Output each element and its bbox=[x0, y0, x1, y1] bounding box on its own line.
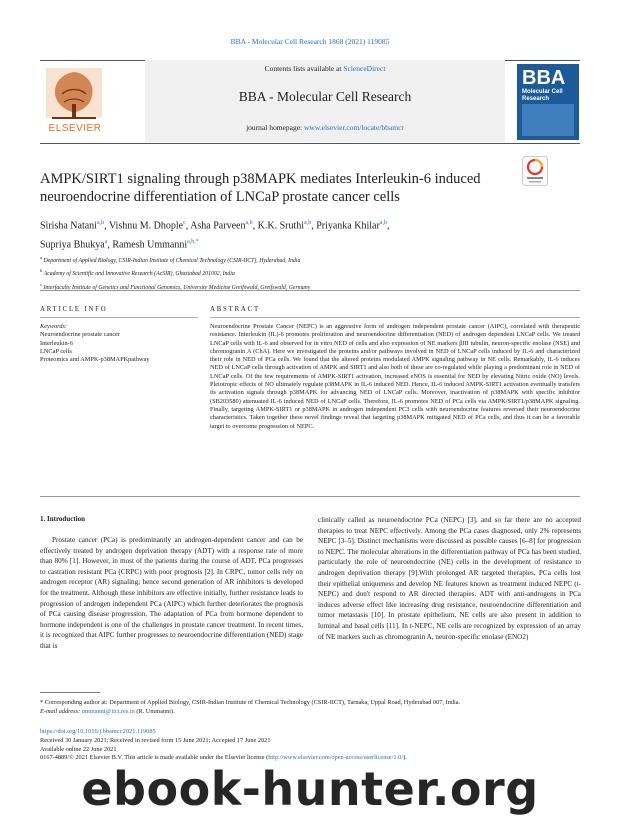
author-name[interactable]: K.K. Sruthi bbox=[257, 220, 305, 232]
cover-title: BBA bbox=[522, 67, 566, 89]
abstract-text: Neuroendocrine Prostate Cancer (NEPC) is an aggressive form of androgen independent prostate cancer (AIPC), correlated with therapeutic resistance. Interleukin (IL)-6 promotes proliferation and neuroendocrine differentiation (NED) of androgen dependent LNCaP cells. We treated LNCaP cells with IL-6 and observed for in vitro NED of cells and also expression of NE markers βIII tubulin, neuron-specific enolase (NSE) and chromogranin A (ChA). Here we investigated the proteins and/or pathways involved in NED of LNCaP cells induced by IL-6 and characterized their role in NED of PCa cells. We found that the altered proteins modulated AMPK signaling pathway in NE cells. Remarkably, IL-6 induces NED of LNCaP cells through activation of AMPK and SIRT1 and also both of these are co-regulated while playing a predominant role in NED of LNCaP cells. Of the few requirements of AMPK-SIRT1 activation, increased eNOS is essential for NED by elevating Nitric oxide (NO) levels. Pleiotropic effects of NO ultimately regulate p38MAPK in IL-6 induced NED. Hence, IL-6 induced AMPK-SIRT1 activation eventually transfers its activation signals through p38MAPK for advancing NED of LNCaP cells. Moreover, inactivation of p38MAPK with specific inhibitor (SB203580) attenuated IL-6 induced NED of LNCaP cells. Therefore, IL-6 promotes NED of PCa cells via AMPK/SIRT1/p38MAPK signaling. Finally, targeting AMPK-SIRT1 or p38MAPK in androgen independent PC3 cells with neuroendocrine features reversed their neuroendocrine characteristics. Taken together these novel findings reveal that targeting p38MAPK mitigated NED of PCa cells, and thus it can be a favorable target to overcome progression of NEPC. bbox=[210, 323, 580, 430]
body-text-column-2: clinically called as neuroendocrine PCa (NEPC) [3], and so far there are no accepted therapies to treat NEPC effectively. Among the PCa cases diagnosed, only 2% represents NEPC [3–5]. Distinct mechanisms were discussed as possible causes [6–8] for progression to NEPC. The molecular alterations in the differentiation pathway of PCa has been studied, particularly the role of neuroendocrine (NE) cells in the development of resistance to androgen deprivation therapy [9].With prolonged AR targeted therapies, PCa cells lost their epithelial uniqueness and develop NE features known as treatment induced NEPC (t-NEPC) and don't respond to AR directed therapies. ADT with anti-androgens in PCa induces adverse effect like increasing drug resistance, neuroendocrine differentiation and tumor metastasis [10]. In prostate epithelium, NE cells are also present in addition to luminal and basal cells [11]. In t-NEPC, NE cells are recognized by expression of an array of NE markers such as chromogranin A, neuron-specific enolase (ENO2) bbox=[318, 516, 581, 641]
received-dates: Received 30 January 2021; Received in revised form 15 June 2021; Accepted 17 June 2021 bbox=[40, 736, 271, 744]
journal-cover-image bbox=[517, 64, 579, 140]
divider bbox=[40, 290, 580, 291]
author-list: Sirisha Natani$^{a,b}$, Vishnu M. Dhople$^c$, Asha Parveen$^{a,b}$, K.K. Sruthi$^{a,b}$, Priyanka Khilar$^{a,b}$, Supriya Bhukya$^a$, Ramesh Ummanni$^{a,b,*}$ bbox=[40, 220, 390, 251]
keywords-label: Keywords: bbox=[40, 323, 68, 330]
doi-link[interactable]: https://doi.org/10.1016/j.bbamcr.2021.119085 bbox=[40, 728, 156, 735]
author-affil-sup[interactable]: a,b bbox=[96, 220, 105, 226]
author-affil-sup[interactable]: a,b bbox=[379, 220, 387, 226]
watermark-text: ebook-hunter.org bbox=[81, 762, 539, 816]
affiliation-list bbox=[40, 253, 580, 293]
abstract-heading: ABSTRACT bbox=[210, 306, 260, 313]
divider bbox=[210, 317, 580, 318]
journal-citation[interactable]: BBA - Molecular Cell Research 1868 (2021) 119085 bbox=[230, 37, 390, 46]
article-history bbox=[40, 728, 580, 763]
author-name[interactable]: Vishnu M. Dhople bbox=[108, 220, 184, 232]
affiliation-item: $^c$ Interfaculty Institute of Genetics and Functional Genomics, University Medicine Greifswald, Greifswald, Germany bbox=[40, 281, 311, 291]
journal-name: BBA - Molecular Cell Research bbox=[238, 89, 412, 104]
available-online: Available online 22 June 2021 bbox=[40, 745, 117, 753]
divider bbox=[40, 496, 580, 497]
keyword-item: Proteomics and AMPK-p38MAPKpathway bbox=[40, 356, 150, 364]
check-for-updates-icon[interactable] bbox=[522, 156, 548, 186]
email-suffix: (R. Ummanni). bbox=[134, 707, 175, 715]
keyword-item: Neuroendocrine prostate cancer bbox=[40, 331, 121, 339]
author-name[interactable]: Priyanka Khilar bbox=[316, 220, 380, 232]
contents-line bbox=[145, 64, 505, 73]
license-prefix: 0167-4889/© 2021 Elsevier B.V. This article is made available under the Elsevier license ( bbox=[40, 754, 269, 762]
email-label: E-mail address: bbox=[40, 707, 82, 715]
article-title: AMPK/SIRT1 signaling through p38MAPK mediates Interleukin-6 induced neuroendocrine differentiation of LNCaP prostate cancer cells bbox=[40, 171, 481, 205]
email-link[interactable]: ummanni@iict.res.in bbox=[81, 707, 135, 715]
keyword-item: LNCaP cells bbox=[40, 347, 72, 355]
cover-artwork bbox=[522, 104, 574, 136]
author-affil-sup[interactable]: a bbox=[104, 239, 108, 246]
keyword-item: Interleukin-6 bbox=[40, 339, 73, 347]
divider bbox=[40, 317, 198, 318]
corresponding-author-footnote bbox=[40, 699, 580, 716]
affiliation-item: $^a$ Department of Applied Biology, CSIR-Indian Institute of Chemical Technology (CSIR-IICT), Hyderabad, India bbox=[40, 255, 301, 264]
email-line bbox=[40, 708, 580, 717]
affiliation-item: $^b$ Academy of Scientific and Innovative Research (AcSIR), Ghaziabad 201002, India bbox=[40, 268, 235, 278]
author-name[interactable]: Sirisha Natani bbox=[40, 220, 97, 232]
homepage-prefix: journal homepage: bbox=[246, 123, 304, 132]
homepage-line bbox=[145, 123, 505, 132]
author-affil-sup[interactable]: a,b bbox=[304, 220, 312, 226]
sciencedirect-link[interactable]: ScienceDirect bbox=[343, 64, 386, 73]
author-affil-sup[interactable]: c bbox=[183, 220, 186, 226]
contents-prefix: Contents lists available at bbox=[264, 64, 344, 73]
author-affil-sup[interactable]: a,b bbox=[245, 220, 253, 226]
license-link[interactable]: http://www.elsevier.com/open-access/userlicense/1.0/ bbox=[268, 754, 403, 762]
author-name[interactable]: Supriya Bhukya bbox=[40, 239, 105, 251]
footnote-divider bbox=[40, 692, 100, 693]
publisher-logo-text: ELSEVIER bbox=[48, 123, 102, 134]
cover-subtitle: Molecular Cell Research bbox=[522, 89, 563, 102]
author-name[interactable]: Ramesh Ummanni bbox=[112, 239, 188, 251]
introduction-heading: 1. Introduction bbox=[40, 515, 85, 523]
author-affil-sup[interactable]: a,b,* bbox=[187, 239, 199, 246]
body-text-column-1: Prostate cancer (PCa) is predominantly an androgen-dependent cancer and can be effectively treated by androgen deprivation therapy (ADT) with a response rate of more than 80% [1]. However, in most of the patients during the course of ADT, PCa progresses to castration resistant PCa (CRPC) with poor prognosis [2]. In CRPC, tumor cells rely on androgen receptor (AR) signaling; hence second generation of AR inhibitors is developed for the treatment. Although these inhibitors are effective initially, further resistance leads to progression of androgen independent PCa (AIPC) which further deteriorates the prognosis of PCa causing disease progression. The adaptation of PCa from hormone dependent to hormone independent is one of the challenges in prostate cancer treatment. In recent times, it is recognized that AIPC further progresses to neuroendocrine differentiation (NED) stage that is bbox=[40, 536, 303, 650]
article-info-heading: ARTICLE INFO bbox=[40, 306, 108, 313]
journal-homepage-link[interactable]: www.elsevier.com/locate/bbamcr bbox=[304, 123, 404, 132]
corresponding-author-text: * Corresponding author at: Department of Applied Biology, CSIR-Indian Institute of Chemical Technology (CSIR-IICT), Tarnaka, Uppal Road, Hyderabad 007, India. bbox=[40, 699, 461, 706]
keywords-block bbox=[40, 323, 200, 364]
license-suffix: ). bbox=[402, 754, 407, 762]
author-name[interactable]: Asha Parveen bbox=[190, 220, 246, 232]
